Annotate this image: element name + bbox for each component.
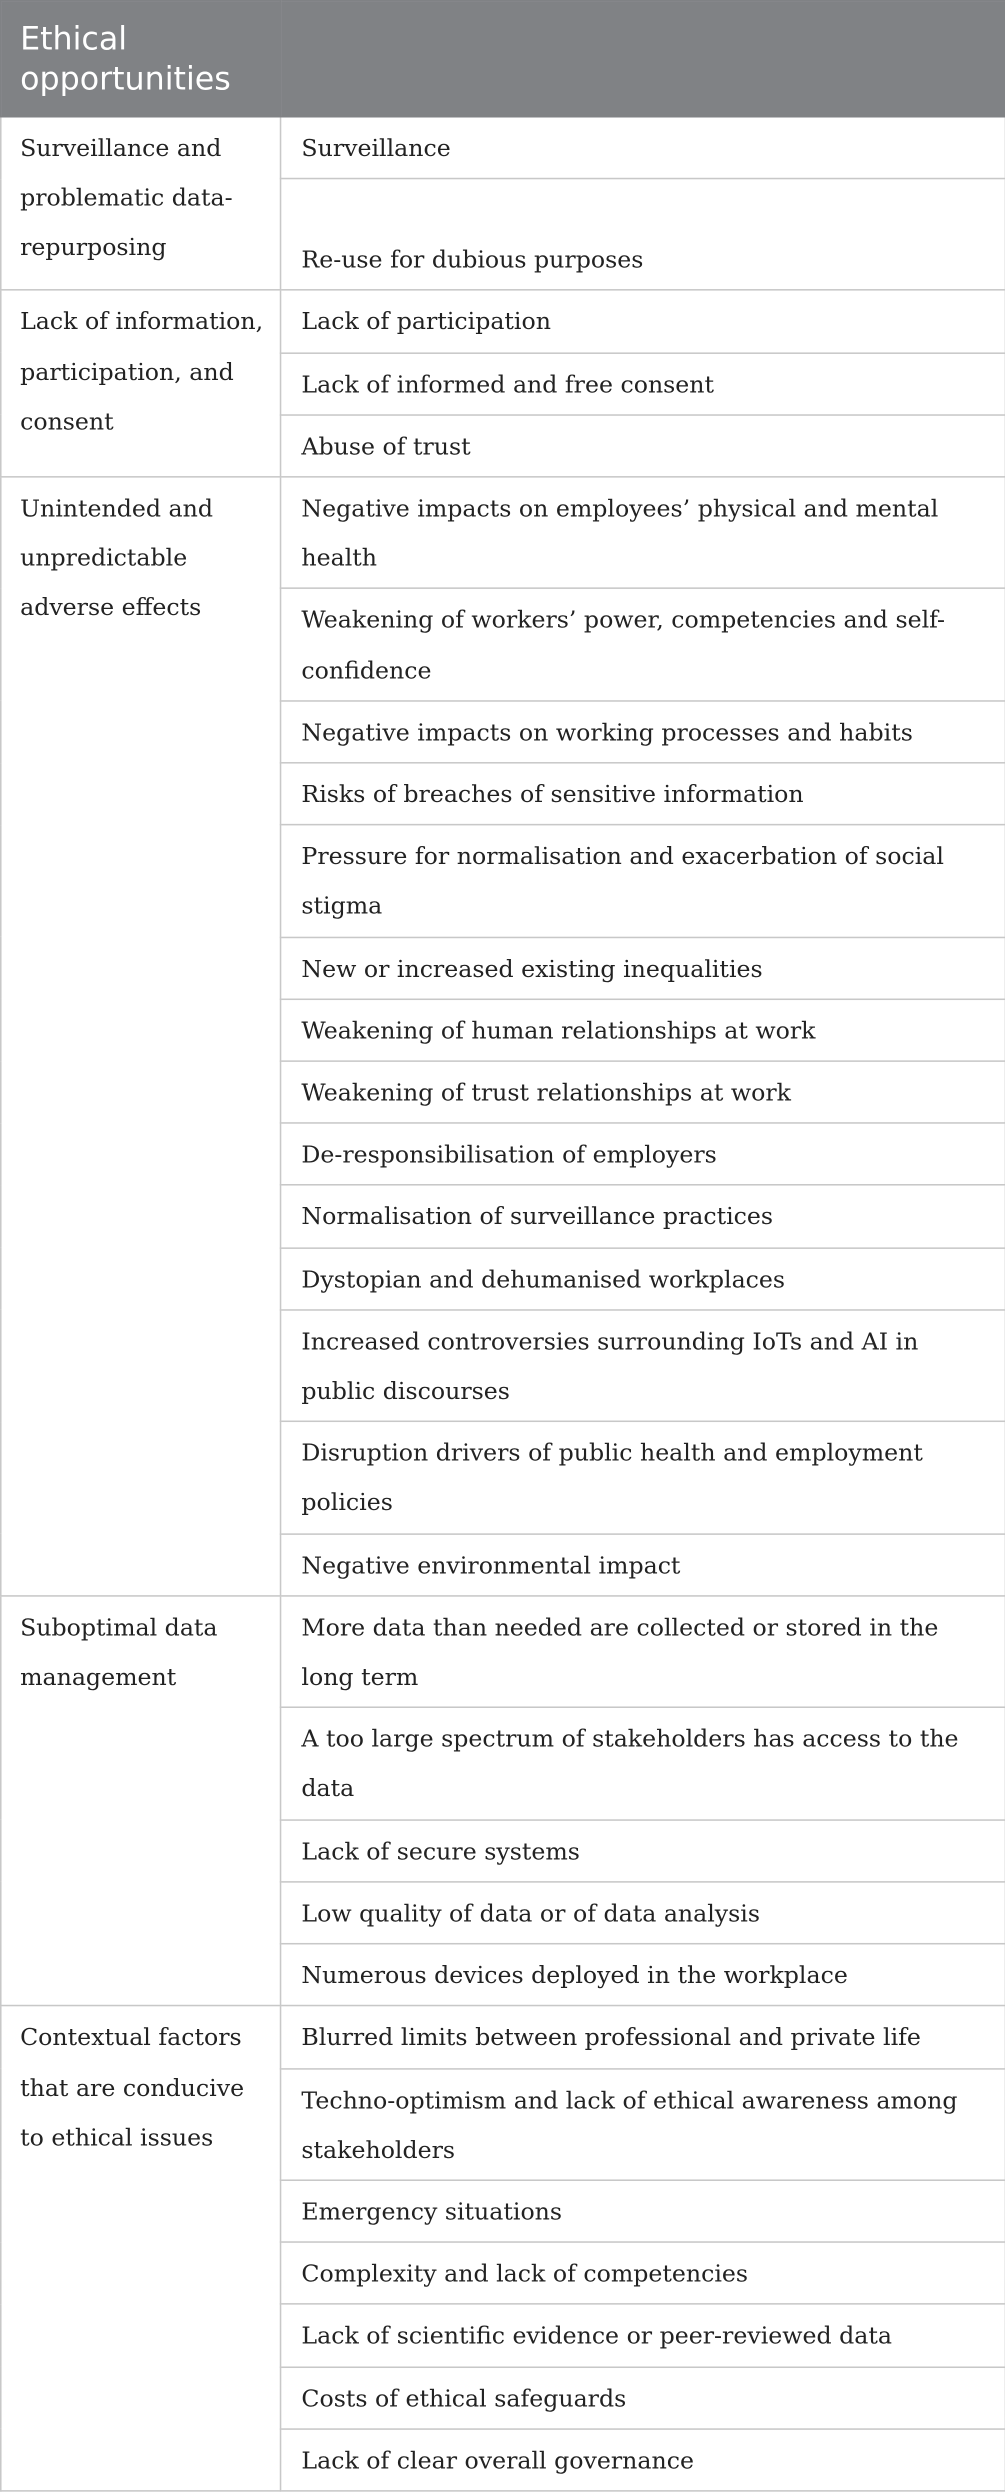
- item-cell: Weakening of human relationships at work: [281, 999, 1005, 1061]
- item-cell: Re-use for dubious purposes: [281, 179, 1005, 291]
- item-cell: Normalisation of surveillance practices: [281, 1185, 1005, 1247]
- item-cell: Increased controversies surrounding IoTs and AI in public discourses: [281, 1310, 1005, 1422]
- category-cell: Suboptimal data management: [1, 1596, 281, 2006]
- item-cell: Emergency situations: [281, 2180, 1005, 2242]
- item-cell: Weakening of workers’ power, competencies and self-confidence: [281, 589, 1005, 701]
- item-cell: Abuse of trust: [281, 415, 1005, 477]
- table-row: [1, 477, 1005, 589]
- table-row: [1, 290, 1005, 352]
- category-cell: Contextual factors that are conducive to ethical issues: [1, 2006, 281, 2491]
- category-cell: Unintended and unpredictable adverse effects: [1, 477, 281, 1596]
- item-cell: De-responsibilisation of employers: [281, 1123, 1005, 1185]
- table-row: [1, 1596, 1005, 1708]
- item-cell: Lack of scientific evidence or peer-reviewed data: [281, 2304, 1005, 2366]
- item-cell: Negative impacts on employees’ physical and mental health: [281, 477, 1005, 589]
- table-row: [1, 2006, 1005, 2068]
- item-cell: More data than needed are collected or stored in the long term: [281, 1596, 1005, 1708]
- item-cell: Lack of clear overall governance: [281, 2429, 1005, 2491]
- item-cell: Dystopian and dehumanised workplaces: [281, 1248, 1005, 1310]
- item-cell: Low quality of data or of data analysis: [281, 1882, 1005, 1944]
- header-detail: [281, 1, 1005, 117]
- table-header-row: [1, 1, 1005, 117]
- item-cell: New or increased existing inequalities: [281, 937, 1005, 999]
- item-cell: Blurred limits between professional and private life: [281, 2006, 1005, 2068]
- item-cell: Weakening of trust relationships at work: [281, 1061, 1005, 1123]
- item-cell: Techno-optimism and lack of ethical awareness among stakeholders: [281, 2068, 1005, 2180]
- table-row: [1, 117, 1005, 179]
- item-cell: Lack of participation: [281, 290, 1005, 352]
- item-cell: Lack of informed and free consent: [281, 353, 1005, 415]
- item-cell: Numerous devices deployed in the workplace: [281, 1944, 1005, 2006]
- item-cell: Disruption drivers of public health and employment policies: [281, 1422, 1005, 1534]
- header-category: Ethical opportunities: [1, 1, 281, 117]
- item-cell: Pressure for normalisation and exacerbation of social stigma: [281, 825, 1005, 937]
- item-cell: Risks of breaches of sensitive information: [281, 763, 1005, 825]
- item-cell: Surveillance: [281, 117, 1005, 179]
- item-cell: A too large spectrum of stakeholders has access to the data: [281, 1708, 1005, 1820]
- item-cell: Negative impacts on working processes and habits: [281, 701, 1005, 763]
- item-cell: Complexity and lack of competencies: [281, 2242, 1005, 2304]
- item-cell: Lack of secure systems: [281, 1820, 1005, 1882]
- category-cell: Surveillance and problematic data-repurposing: [1, 117, 281, 291]
- item-cell: Costs of ethical safeguards: [281, 2366, 1005, 2428]
- category-cell: Lack of information, participation, and consent: [1, 290, 281, 476]
- item-cell: Negative environmental impact: [281, 1534, 1005, 1596]
